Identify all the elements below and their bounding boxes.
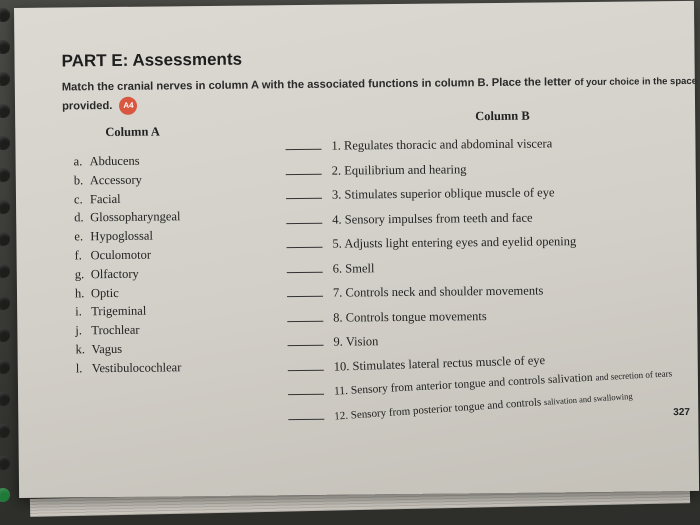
answer-blank[interactable]	[288, 382, 324, 395]
answer-blank[interactable]	[287, 259, 323, 272]
column-b-list	[285, 133, 673, 431]
item-number: 6.	[332, 261, 343, 276]
item-number: 3.	[331, 187, 342, 202]
column-a-item	[75, 283, 181, 303]
function-text: Vision	[345, 334, 379, 349]
item-number: 2.	[331, 163, 342, 178]
item-letter: c.	[73, 191, 83, 206]
function-text-tail: salivation and swallowing	[543, 390, 633, 407]
nerve-name: Hypoglossal	[90, 228, 153, 244]
column-a-item	[74, 226, 180, 246]
binding-ring-icon	[0, 264, 10, 278]
item-number: 1.	[331, 138, 341, 153]
instructions-main: Match the cranial nerves in column A with the associated functions in column B. Place the letter	[61, 76, 572, 94]
nerve-name: Vestibulocochlear	[91, 360, 182, 375]
item-letter: i.	[75, 304, 82, 319]
function-text: Stimulates superior oblique muscle of eye	[344, 185, 555, 202]
item-letter: e.	[74, 229, 84, 244]
page-content	[14, 1, 699, 498]
item-letter: a.	[73, 154, 83, 169]
item-number: 9.	[333, 334, 343, 349]
item-letter: k.	[75, 342, 86, 357]
column-a-item	[75, 320, 181, 340]
nerve-name: Olfactory	[90, 266, 139, 281]
workbook-page	[14, 1, 699, 498]
item-letter: h.	[74, 285, 85, 300]
instructions-line2: provided.	[61, 99, 113, 113]
item-number: 5.	[332, 236, 342, 251]
function-text: Equilibrium and hearing	[344, 161, 467, 178]
spiral-binding	[0, 0, 22, 525]
column-a-item	[74, 208, 180, 228]
function-text: Controls neck and shoulder movements	[345, 283, 544, 300]
answer-blank[interactable]	[288, 357, 324, 370]
nerve-name: Trochlear	[91, 322, 140, 338]
answer-blank[interactable]	[285, 137, 321, 150]
binding-ring-icon	[0, 200, 10, 214]
nerve-name: Facial	[89, 191, 121, 206]
answer-blank[interactable]	[286, 186, 322, 199]
item-number: 4.	[332, 212, 342, 227]
function-text: Sensory impulses from teeth and face	[344, 210, 533, 227]
function-text: Regulates thoracic and abdominal viscera	[343, 136, 553, 153]
column-b-heading: Column B	[475, 108, 530, 124]
item-number: 8.	[333, 310, 343, 325]
item-number: 12.	[333, 409, 349, 423]
binding-ring-icon	[0, 136, 10, 150]
instructions-tail: of your choice in the space	[574, 75, 698, 89]
answer-blank[interactable]	[287, 333, 323, 346]
column-a-item	[75, 339, 181, 359]
nerve-name: Vagus	[91, 341, 123, 357]
column-a-item	[74, 151, 180, 171]
function-text-tail: and secretion of tears	[595, 368, 673, 383]
binding-ring-icon	[0, 232, 10, 246]
binding-ring-icon	[0, 456, 10, 470]
binding-ring-icon	[0, 72, 10, 86]
nerve-name: Accessory	[89, 172, 142, 188]
answer-blank[interactable]	[288, 406, 324, 419]
item-number: 10.	[333, 358, 350, 374]
function-text: Sensory from posterior tongue and controls	[350, 395, 542, 422]
section-title: PART E: Assessments	[61, 49, 243, 71]
answer-blank[interactable]	[287, 284, 323, 297]
column-a-heading: Column A	[105, 124, 160, 140]
binding-ring-icon	[0, 488, 10, 502]
nerve-name: Glossopharyngeal	[90, 209, 181, 225]
answer-blank[interactable]	[286, 210, 322, 223]
instructions	[62, 72, 700, 117]
item-letter: f.	[74, 248, 82, 263]
column-a-item	[75, 264, 181, 284]
function-text: Adjusts light entering eyes and eyelid opening	[344, 234, 577, 251]
nerve-name: Trigeminal	[91, 304, 147, 319]
item-letter: d.	[74, 210, 84, 225]
column-a-item	[74, 245, 180, 265]
function-text: Controls tongue movements	[345, 308, 487, 325]
item-letter: l.	[75, 361, 83, 376]
column-a-item	[74, 189, 180, 209]
column-a-item	[74, 170, 180, 190]
binding-ring-icon	[0, 360, 10, 374]
binding-ring-icon	[0, 168, 10, 182]
item-number: 11.	[333, 384, 349, 398]
binding-ring-icon	[0, 424, 10, 438]
answer-blank[interactable]	[286, 235, 322, 248]
function-text: Smell	[345, 260, 375, 276]
binding-ring-icon	[0, 104, 10, 118]
item-number: 7.	[332, 285, 343, 300]
objective-badge: A4	[119, 97, 137, 115]
answer-blank[interactable]	[286, 161, 322, 174]
page-number: 327	[673, 406, 691, 419]
nerve-name: Abducens	[89, 153, 140, 169]
function-text: Stimulates lateral rectus muscle of eye	[352, 352, 546, 373]
item-letter: b.	[73, 173, 84, 188]
column-a-list	[74, 151, 183, 378]
binding-ring-icon	[0, 296, 10, 310]
item-letter: j.	[75, 323, 83, 338]
answer-blank[interactable]	[287, 308, 323, 321]
binding-ring-icon	[0, 8, 10, 22]
nerve-name: Optic	[90, 285, 119, 300]
function-text: Sensory from anterior tongue and controls salivation	[350, 371, 593, 397]
nerve-name: Oculomotor	[90, 247, 152, 263]
binding-ring-icon	[0, 40, 10, 54]
binding-ring-icon	[0, 328, 10, 342]
binding-ring-icon	[0, 392, 10, 406]
item-letter: g.	[74, 267, 85, 282]
column-a-item	[75, 302, 181, 322]
column-a-item	[76, 358, 182, 378]
